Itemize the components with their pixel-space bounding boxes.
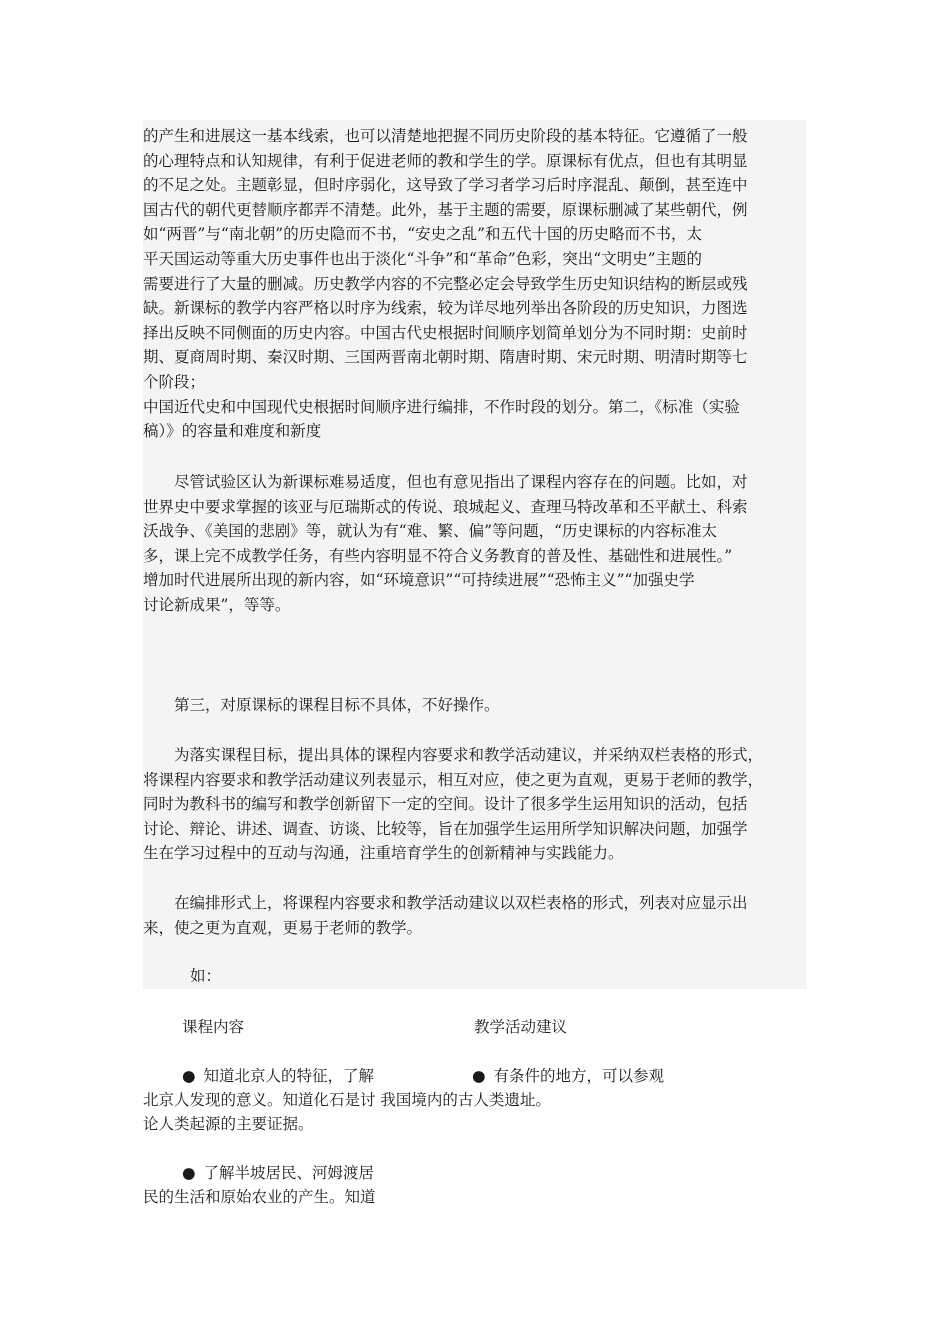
table-row1-col2-first xyxy=(472,1064,664,1089)
text-line: 个阶段； xyxy=(143,372,206,391)
row1-col1-text: 知道北京人的特征，了解 xyxy=(203,1067,375,1085)
paragraph-block-1 xyxy=(143,124,748,444)
row1-col2-text: 有条件的地方，可以参观 xyxy=(493,1067,665,1085)
text-line: 讨论新成果”，等等。 xyxy=(143,595,291,614)
text-line: 世界史中要求掌握的该亚与厄瑞斯忒的传说、琅城起义、查理马特改革和丕平献土、科索 xyxy=(143,497,748,516)
text-line: 稿）》的容量和难度和新度 xyxy=(143,422,322,441)
paragraph-block-2 xyxy=(143,470,748,618)
bullet-icon: ● xyxy=(182,1067,196,1085)
table-row1-col1-first xyxy=(182,1064,374,1089)
paragraph-block-3 xyxy=(143,693,500,718)
text-line: 为落实课程目标，提出具体的课程内容要求和教学活动建议，并采纳双栏表格的形式， xyxy=(143,746,764,764)
text-line: 的心理特点和认知规律，有利于促进老师的教和学生的学。原课标有优点，但也有其明显 xyxy=(143,151,748,170)
row2-col1-text: 了解半坡居民、河姆渡居 xyxy=(203,1164,375,1182)
text-line: 择出反映不同侧面的历史内容。中国古代史根据时间顺序划简单划分为不同时期：史前时 xyxy=(143,323,748,342)
text-line: 中国近代史和中国现代史根据时间顺序进行编排，不作时段的划分。第二，《标准（实验 xyxy=(143,397,740,416)
example-label-text: 如： xyxy=(190,967,222,985)
text-line: 生在学习过程中的互动与沟通，注重培育学生的创新精神与实践能力。 xyxy=(143,844,624,863)
table-row2-line2: 民的生活和原始农业的产生。知道 xyxy=(143,1188,376,1206)
paragraph-block-4 xyxy=(143,743,763,866)
text-line: 第三，对原课标的课程目标不具体，不好操作。 xyxy=(143,696,500,714)
table-row2-col1-first xyxy=(182,1161,374,1186)
table-header-col2: 教学活动建议 xyxy=(474,1018,568,1036)
text-line: 需要进行了大量的删减。历史教学内容的不完整必定会导致学生历史知识结构的断层或残 xyxy=(143,274,748,293)
text-line: 在编排形式上，将课程内容要求和教学活动建议以双栏表格的形式，列表对应显示出 xyxy=(143,894,748,912)
paragraph-block-5 xyxy=(143,891,748,940)
table-row1-line3: 论人类起源的主要证据。 xyxy=(143,1115,314,1133)
example-label xyxy=(190,964,221,989)
text-line: 缺。新课标的教学内容严格以时序为线索，较为详尽地列举出各阶段的历史知识，力图选 xyxy=(143,299,748,318)
text-line: 将课程内容要求和教学活动建议列表显示，相互对应，使之更为直观，更易于老师的教学， xyxy=(143,770,764,789)
text-line: 平天国运动等重大历史事件也出于淡化“斗争”和“革命”色彩，突出“文明史”主题的 xyxy=(143,249,703,268)
text-line: 来，使之更为直观，更易于老师的教学。 xyxy=(143,918,423,937)
text-line: 增加时代进展所出现的新内容，如“环境意识”“可持续进展”“恐怖主义”“加强史学 xyxy=(143,571,695,590)
text-line: 讨论、辩论、讲述、调查、访谈、比较等，旨在加强学生运用所学知识解决问题，加强学 xyxy=(143,819,748,838)
text-line: 多，课上完不成教学任务，有些内容明显不符合义务教育的普及性、基础性和进展性。” xyxy=(143,546,733,565)
text-line: 的产生和进展这一基本线索，也可以清楚地把握不同历史阶段的基本特征。它遵循了一般 xyxy=(143,127,748,145)
table-row1-line2: 北京人发现的意义。知道化石是讨 我国境内的古人类遗址。 xyxy=(143,1091,551,1109)
text-line: 沃战争、《美国的悲剧》等，就认为有“难、繁、偏”等问题，“历史课标的内容标准太 xyxy=(143,522,718,541)
text-line: 同时为教科书的编写和教学创新留下一定的空间。设计了很多学生运用知识的活动，包括 xyxy=(143,795,748,814)
text-line: 期、夏商周时期、秦汉时期、三国两晋南北朝时期、隋唐时期、宋元时期、明清时期等七 xyxy=(143,348,748,367)
text-line: 国古代的朝代更替顺序都弄不清楚。此外，基于主题的需要，原课标删减了某些朝代，例 xyxy=(143,200,748,219)
text-line: 的不足之处。主题彰显，但时序弱化，这导致了学习者学习后时序混乱、颠倒，甚至连中 xyxy=(143,176,748,195)
bullet-icon: ● xyxy=(472,1067,486,1085)
bullet-icon: ● xyxy=(182,1164,196,1182)
table-header-col1: 课程内容 xyxy=(182,1018,245,1036)
text-line: 尽管试验区认为新课标难易适度，但也有意见指出了课程内容存在的问题。比如，对 xyxy=(143,473,748,491)
text-line: 如“两晋”与“南北朝”的历史隐而不书，“安史之乱”和五代十国的历史略而不书，太 xyxy=(143,225,703,244)
